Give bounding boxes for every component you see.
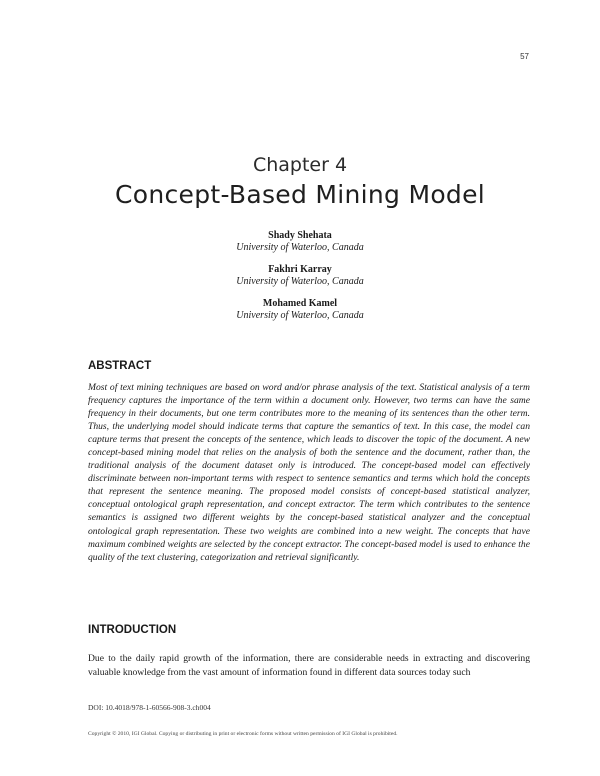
doi: DOI: 10.4018/978-1-60566-908-3.ch004 xyxy=(88,703,211,712)
introduction-heading: INTRODUCTION xyxy=(88,624,177,636)
copyright-notice: Copyright © 2010, IGI Global. Copying or distributing in print or electronic forms without written permission of IGI Global is prohibited. xyxy=(88,731,398,737)
author-affiliation: University of Waterloo, Canada xyxy=(236,242,364,253)
author-block xyxy=(0,298,600,322)
author-name: Fakhri Karray xyxy=(268,264,332,275)
abstract-heading: ABSTRACT xyxy=(88,360,152,372)
author-affiliation: University of Waterloo, Canada xyxy=(236,310,364,321)
page-number: 57 xyxy=(520,52,529,61)
author-name: Shady Shehata xyxy=(268,230,332,241)
author-affiliation: University of Waterloo, Canada xyxy=(236,276,364,287)
author-block xyxy=(0,230,600,254)
author-block xyxy=(0,264,600,288)
chapter-label: Chapter 4 xyxy=(252,154,348,176)
chapter-title: Concept-Based Mining Model xyxy=(114,180,486,209)
author-name: Mohamed Kamel xyxy=(262,298,338,309)
abstract-text: Most of text mining techniques are based on word and/or phrase analysis of the text. Statistical analysis of a term frequency captures the importance of the term within a document only. However, two terms can have the same frequency in their documents, but one term contributes more to the meaning of its sentences than the other term. Thus, the underlying model should indicate terms that capture the semantics of text. In this case, the model can capture terms that present the concepts of the sentence, which leads to discover the topic of the document. A new concept-based mining model that relies on the analysis of both the sentence and the document, rather than, the traditional analysis of the document dataset only is introduced. The concept-based model can effectively discriminate between non-important terms with respect to sentence semantics and terms which hold the concepts that represent the sentence meaning. The proposed model consists of concept-based statistical analyzer, conceptual ontological graph representation, and concept extractor. The term which contributes to the sentence semantics is assigned two different weights by the concept-based statistical analyzer and the conceptual ontological graph representation. These two weights are combined into a new weight. The concepts that have maximum combined weights are selected by the concept extractor. The concept-based model is used to enhance the quality of the text clustering, categorization and retrieval significantly. xyxy=(88,382,530,563)
introduction-text: Due to the daily rapid growth of the information, there are considerable needs in extracting and discovering valuable knowledge from the vast amount of information found in different data sources today such xyxy=(88,653,530,678)
